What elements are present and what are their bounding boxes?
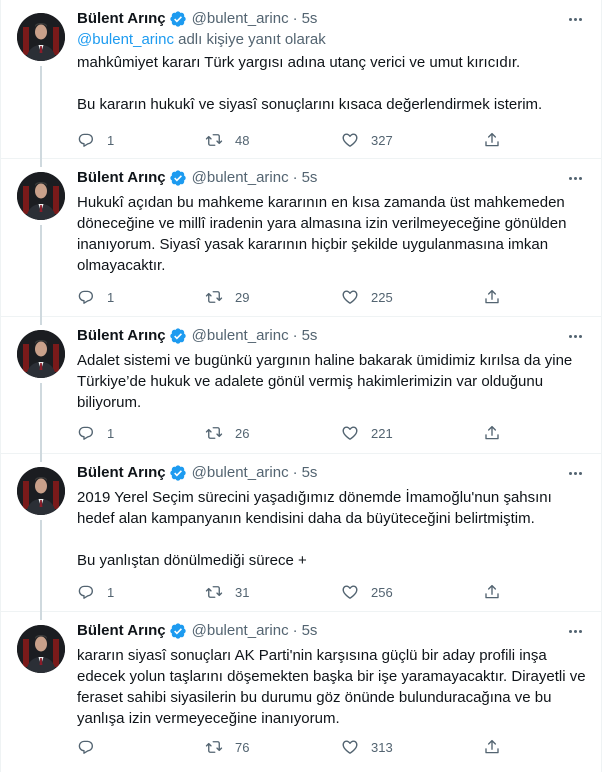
share-button[interactable] <box>483 737 501 757</box>
tweet-paragraph: Bu yanlıştan dönülmediği sürece + <box>77 552 307 569</box>
separator: · <box>292 10 298 27</box>
like-icon <box>341 424 359 442</box>
tweet[interactable] <box>1 0 601 159</box>
reply-icon <box>77 424 95 442</box>
tweet-text <box>77 487 587 571</box>
timestamp[interactable]: 5s <box>301 327 318 344</box>
retweet-count: 29 <box>235 289 250 305</box>
author-handle[interactable]: @bulent_arinc <box>191 464 289 481</box>
reply-icon <box>77 131 95 149</box>
like-icon <box>341 738 359 756</box>
thread-connector <box>40 66 42 159</box>
tweet-header <box>77 326 591 346</box>
retweet-button[interactable] <box>205 582 249 602</box>
more-icon[interactable] <box>565 464 585 482</box>
tweet-paragraph: mahkûmiyet kararı Türk yargısı adına utanç verici ve umut kırıcıdır. <box>77 54 521 71</box>
tweet-text <box>77 192 587 276</box>
reply-count: 1 <box>107 132 115 148</box>
retweet-count: 26 <box>235 425 250 441</box>
share-icon <box>483 583 501 601</box>
separator: · <box>292 622 298 639</box>
like-count: 256 <box>371 584 393 600</box>
thread-connector <box>40 612 42 620</box>
tweet-paragraph: Adalet sistemi ve bugünkü yargının haline bakarak ümidimiz kırılsa da yine Türkiye’de hukuk ve adalete gönül vermiş hakimlerimizin var olduğunu biliyorum. <box>77 352 577 411</box>
retweet-button[interactable] <box>205 287 249 307</box>
author-handle[interactable]: @bulent_arinc <box>191 169 289 186</box>
like-button[interactable] <box>341 130 393 150</box>
author-name[interactable]: Bülent Arınç <box>77 464 166 481</box>
reply-count: 1 <box>107 425 115 441</box>
tweet-header <box>77 168 591 188</box>
tweet[interactable] <box>1 159 601 317</box>
like-button[interactable] <box>341 287 393 307</box>
reply-icon <box>77 288 95 306</box>
timestamp[interactable]: 5s <box>301 10 318 27</box>
retweet-button[interactable] <box>205 737 249 757</box>
reply-button[interactable] <box>77 130 114 150</box>
retweet-icon <box>205 583 223 601</box>
retweet-count: 31 <box>235 584 250 600</box>
separator: · <box>292 464 298 481</box>
reply-button[interactable] <box>77 287 114 307</box>
more-icon[interactable] <box>565 622 585 640</box>
retweet-count: 76 <box>235 739 250 755</box>
author-handle[interactable]: @bulent_arinc <box>191 327 289 344</box>
reply-button[interactable] <box>77 737 95 757</box>
share-icon <box>483 424 501 442</box>
tweet-actions <box>77 582 517 602</box>
tweet-actions <box>77 130 517 150</box>
share-button[interactable] <box>483 423 501 443</box>
avatar[interactable] <box>17 625 65 673</box>
like-button[interactable] <box>341 423 393 443</box>
more-icon[interactable] <box>565 169 585 187</box>
tweet[interactable] <box>1 454 601 612</box>
avatar[interactable] <box>17 13 65 61</box>
reply-count: 1 <box>107 584 115 600</box>
reply-icon <box>77 583 95 601</box>
thread-connector <box>40 520 42 612</box>
timestamp[interactable]: 5s <box>301 169 318 186</box>
reply-mention-link[interactable]: @bulent_arinc <box>77 31 174 48</box>
author-handle[interactable]: @bulent_arinc <box>191 622 289 639</box>
like-count: 221 <box>371 425 393 441</box>
reply-context <box>77 30 326 50</box>
retweet-button[interactable] <box>205 130 249 150</box>
share-icon <box>483 288 501 306</box>
tweet-text <box>77 350 587 413</box>
like-count: 327 <box>371 132 393 148</box>
verified-badge-icon <box>169 327 187 345</box>
tweet-header <box>77 621 591 641</box>
thread-connector <box>40 317 42 325</box>
tweet-paragraph: kararın siyasî sonuçları AK Parti'nin karşısına güçlü bir aday profili inşa edecek yolun taşlarını döşemekten başka bir işe yaramayacaktır. Dirayetli ve feraset sahibi siyasilerin bu durumu göz önünde bulunduracağına ve bu yanlışa izin vermeyeceğine inanıyorum. <box>77 647 590 727</box>
tweet-actions <box>77 737 517 757</box>
tweet-header <box>77 9 591 29</box>
more-icon[interactable] <box>565 327 585 345</box>
tweet-text <box>77 52 587 115</box>
share-button[interactable] <box>483 287 501 307</box>
more-icon[interactable] <box>565 10 585 28</box>
like-count: 225 <box>371 289 393 305</box>
author-name[interactable]: Bülent Arınç <box>77 10 166 27</box>
retweet-icon <box>205 131 223 149</box>
avatar[interactable] <box>17 172 65 220</box>
tweet[interactable] <box>1 612 601 772</box>
share-icon <box>483 131 501 149</box>
like-icon <box>341 288 359 306</box>
reply-button[interactable] <box>77 582 114 602</box>
like-button[interactable] <box>341 737 393 757</box>
reply-button[interactable] <box>77 423 114 443</box>
retweet-icon <box>205 424 223 442</box>
tweet[interactable] <box>1 317 601 454</box>
like-button[interactable] <box>341 582 393 602</box>
verified-badge-icon <box>169 622 187 640</box>
author-name[interactable]: Bülent Arınç <box>77 169 166 186</box>
verified-badge-icon <box>169 464 187 482</box>
separator: · <box>292 327 298 344</box>
tweet-actions <box>77 423 517 443</box>
share-button[interactable] <box>483 582 501 602</box>
retweet-icon <box>205 288 223 306</box>
verified-badge-icon <box>169 169 187 187</box>
author-name[interactable]: Bülent Arınç <box>77 327 166 344</box>
avatar[interactable] <box>17 330 65 378</box>
tweet-actions <box>77 287 517 307</box>
timestamp[interactable]: 5s <box>301 622 318 639</box>
share-button[interactable] <box>483 130 501 150</box>
thread-connector <box>40 159 42 167</box>
tweet-paragraph: 2019 Yerel Seçim sürecini yaşadığımız dönemde İmamoğlu'nun şahsını hedef alan kampanyanın kendisini daha da büyüteceğini belirtmiştim. <box>77 489 556 527</box>
retweet-button[interactable] <box>205 423 249 443</box>
thread-connector <box>40 454 42 462</box>
tweet-header <box>77 463 591 483</box>
like-count: 313 <box>371 739 393 755</box>
thread-connector <box>40 383 42 454</box>
like-icon <box>341 131 359 149</box>
tweet-paragraph: Bu kararın hukukî ve siyasî sonuçlarını kısaca değerlendirmek isterim. <box>77 96 543 113</box>
verified-badge-icon <box>169 10 187 28</box>
share-icon <box>483 738 501 756</box>
retweet-count: 48 <box>235 132 250 148</box>
author-handle[interactable]: @bulent_arinc <box>191 10 289 27</box>
separator: · <box>292 169 298 186</box>
reply-count: 1 <box>107 289 115 305</box>
author-name[interactable]: Bülent Arınç <box>77 622 166 639</box>
reply-context-text: adlı kişiye yanıt olarak <box>178 31 326 48</box>
timestamp[interactable]: 5s <box>301 464 318 481</box>
tweet-paragraph: Hukukî açıdan bu mahkeme kararının en kısa zamanda üst mahkemeden döneceğine ve millî iradenin yara almasına izin verilmeyeceğine gönülden inanıyorum. Siyasî yasak kararının hiçbir şekilde uygulanmasına imkan olmayacaktır. <box>77 194 571 274</box>
thread-connector <box>40 225 42 317</box>
avatar[interactable] <box>17 467 65 515</box>
reply-icon <box>77 738 95 756</box>
like-icon <box>341 583 359 601</box>
tweet-text <box>77 645 590 729</box>
retweet-icon <box>205 738 223 756</box>
